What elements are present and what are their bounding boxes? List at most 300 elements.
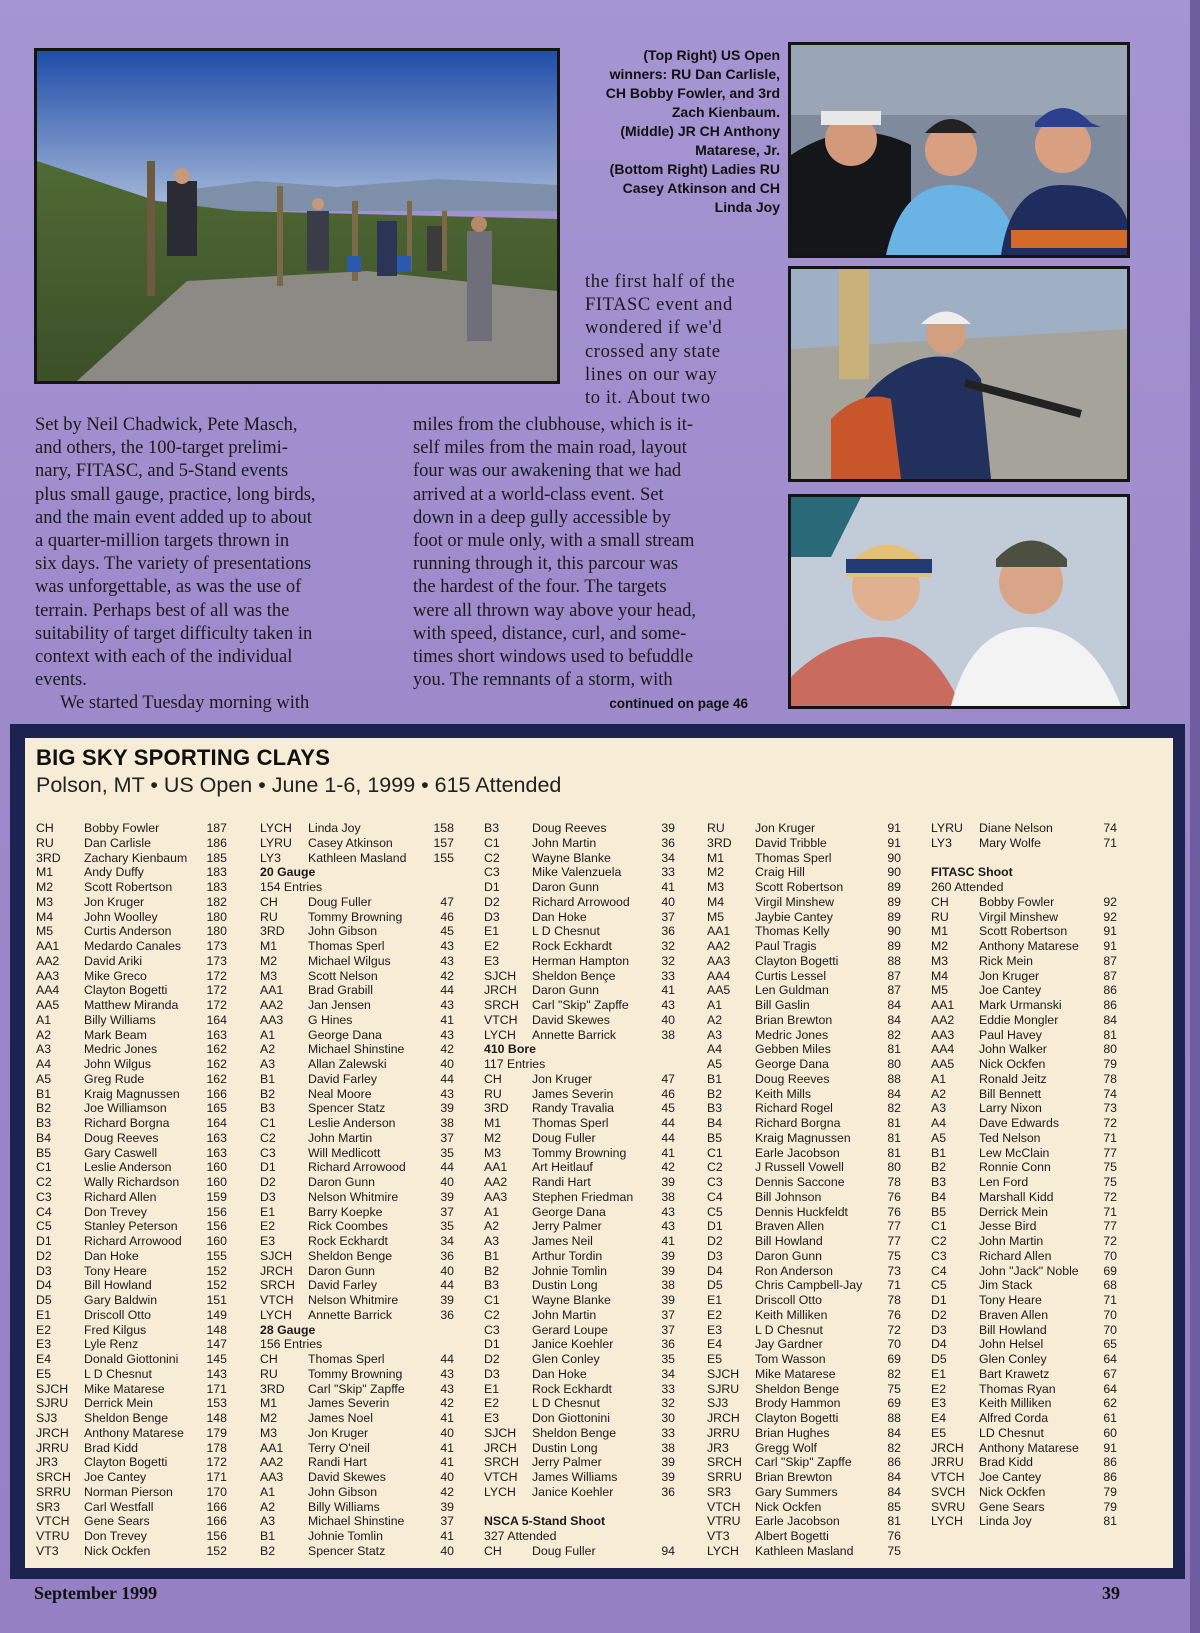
class-code: E2	[707, 1307, 723, 1322]
score: 36	[661, 835, 675, 850]
score: 36	[440, 1248, 454, 1263]
class-code: SRRU	[707, 1470, 742, 1484]
shooter-name: John Woolley	[84, 909, 158, 924]
shooter-name: Earle Jacobson	[755, 1145, 840, 1160]
class-code: D3	[260, 1189, 276, 1204]
class-code: A5	[931, 1130, 947, 1145]
score: 152	[206, 1278, 227, 1293]
class-code: D2	[707, 1234, 723, 1248]
result-row	[931, 1131, 1131, 1146]
shooter-name: James Severin	[308, 1396, 390, 1411]
article-right-top	[585, 271, 750, 410]
class-code: SRRU	[36, 1484, 71, 1499]
shooter-name: Richard Rogel	[755, 1101, 833, 1116]
class-code: AA2	[484, 1175, 508, 1189]
shooter-name: David Skewes	[532, 1012, 610, 1027]
class-code: C5	[36, 1219, 52, 1234]
score: 163	[206, 1130, 227, 1145]
result-row	[260, 1367, 460, 1382]
shooter-name: Sheldon Benge	[84, 1411, 169, 1425]
shooter-name: L D Chesnut	[755, 1322, 823, 1337]
class-code: SJ3	[36, 1411, 58, 1425]
score: 159	[206, 1189, 227, 1204]
entries-count: 327 Attended	[484, 1529, 557, 1543]
shooter-name: Wayne Blanke	[532, 850, 611, 865]
shooter-name: Bill Howland	[979, 1322, 1047, 1337]
class-code: E2	[260, 1219, 276, 1234]
score: 166	[206, 1499, 227, 1514]
result-row	[707, 939, 907, 954]
score: 38	[661, 1189, 675, 1204]
class-code: 3RD	[36, 850, 61, 865]
class-code: D1	[260, 1160, 276, 1175]
result-row	[931, 1234, 1131, 1249]
shooter-name: Richard Borgna	[84, 1116, 170, 1130]
shooter-name: Michael Wilgus	[308, 953, 391, 968]
class-code: E1	[707, 1293, 723, 1307]
shooter-name: Sheldon Benge	[755, 1381, 840, 1396]
entries-count: 117 Entries	[484, 1057, 546, 1071]
class-code: A3	[931, 1101, 947, 1116]
score: 166	[206, 1514, 227, 1529]
class-code: VTRU	[36, 1529, 70, 1543]
class-code: D3	[36, 1263, 52, 1278]
article-middle-column	[413, 414, 753, 692]
shooter-name: Billy Williams	[308, 1499, 380, 1514]
class-code: M3	[36, 894, 54, 909]
shooter-name: Zachary Kienbaum	[84, 850, 188, 865]
result-row	[36, 910, 236, 925]
score: 43	[440, 1381, 454, 1396]
score: 84	[887, 1086, 901, 1101]
result-row	[707, 1382, 907, 1397]
result-row	[36, 1160, 236, 1175]
shooter-name: Brian Brewton	[755, 1470, 833, 1484]
result-row	[36, 1514, 236, 1529]
class-code: SJCH	[36, 1381, 69, 1396]
result-row	[260, 1101, 460, 1116]
class-code: A4	[931, 1116, 947, 1130]
shooter-name: Virgil Minshew	[755, 894, 835, 909]
result-row	[36, 1175, 236, 1190]
result-row	[36, 1264, 236, 1279]
class-code: E2	[931, 1381, 947, 1396]
shooter-name: Richard Arrowood	[308, 1160, 406, 1175]
score: 78	[1103, 1071, 1117, 1086]
shooter-name: Gregg Wolf	[755, 1440, 817, 1455]
shooter-name: Dan Hoke	[532, 909, 587, 924]
shooter-name: John Gibson	[308, 924, 378, 939]
shooter-name: Will Medlicott	[308, 1145, 381, 1160]
shooter-name: Gary Caswell	[84, 1145, 158, 1160]
score: 80	[887, 1160, 901, 1175]
result-row	[484, 1352, 684, 1367]
shooter-name: Dan Hoke	[84, 1248, 139, 1263]
result-row	[931, 836, 1131, 851]
result-row	[36, 1308, 236, 1323]
shooter-name: Linda Joy	[979, 1514, 1032, 1529]
result-row	[260, 998, 460, 1013]
score: 40	[440, 1057, 454, 1071]
score: 86	[1103, 1470, 1117, 1484]
result-row	[931, 1382, 1131, 1397]
score: 75	[1103, 1160, 1117, 1175]
shooter-name: Doug Reeves	[755, 1071, 830, 1086]
score: 34	[661, 850, 675, 865]
shooter-name: Wally Richardson	[84, 1175, 180, 1189]
result-row	[36, 924, 236, 939]
shooter-name: Lew McClain	[979, 1145, 1050, 1160]
article-line: plus small gauge, practice, long birds,	[35, 484, 316, 505]
result-row	[707, 1455, 907, 1470]
shooter-name: Clayton Bogetti	[755, 1411, 839, 1425]
shooter-name: Alfred Corda	[979, 1411, 1049, 1425]
score: 82	[887, 1366, 901, 1381]
results-column-5	[931, 821, 1131, 1529]
result-row	[484, 1087, 684, 1102]
score: 70	[1103, 1248, 1117, 1263]
shooter-name: Stephen Friedman	[532, 1189, 634, 1204]
class-code: M4	[707, 894, 725, 909]
class-code: JRCH	[484, 983, 517, 998]
score: 172	[206, 968, 227, 983]
class-code: AA4	[36, 983, 60, 998]
entries-count: 156 Entries	[260, 1337, 323, 1352]
class-code: CH	[260, 1352, 278, 1366]
score: 92	[1103, 894, 1117, 909]
class-code: C3	[484, 1322, 500, 1337]
result-row	[260, 1072, 460, 1087]
shooter-name: Thomas Ryan	[979, 1381, 1056, 1396]
result-row	[36, 1042, 236, 1057]
shooter-name: George Dana	[308, 1027, 382, 1042]
result-row	[260, 1396, 460, 1411]
score: 84	[887, 1484, 901, 1499]
article-line: running through it, this parcour was	[413, 554, 679, 575]
shooter-name: Curtis Lessel	[755, 968, 827, 983]
result-row	[36, 1337, 236, 1352]
result-row	[36, 1116, 236, 1131]
article-line: arrived at a world-class event. Set	[413, 484, 664, 505]
score: 60	[1103, 1425, 1117, 1440]
result-row	[931, 910, 1131, 925]
result-row	[707, 1426, 907, 1441]
shooter-name: Richard Arrowood	[532, 894, 630, 909]
score: 151	[206, 1293, 227, 1307]
shooter-name: Donald Giottonini	[84, 1352, 179, 1366]
score: 43	[440, 953, 454, 968]
score: 37	[661, 909, 675, 924]
result-row	[260, 1485, 460, 1500]
result-row	[707, 998, 907, 1013]
result-row	[260, 1278, 460, 1293]
shooter-name: Jon Kruger	[532, 1071, 593, 1086]
result-row	[931, 880, 1131, 895]
class-code: A3	[260, 1057, 276, 1071]
class-code: A2	[484, 1219, 500, 1234]
results-subtitle: Polson, MT • US Open • June 1-6, 1999 • 615 Attended	[36, 773, 562, 797]
result-row	[260, 1013, 460, 1028]
shooter-name: Daron Gunn	[308, 1263, 375, 1278]
class-code: C1	[931, 1219, 947, 1234]
score: 43	[440, 1086, 454, 1101]
class-code: E3	[707, 1322, 723, 1337]
class-code: M1	[484, 1116, 502, 1130]
class-code: AA2	[260, 1455, 284, 1470]
class-code: C2	[931, 1234, 947, 1248]
score: 36	[661, 1484, 675, 1499]
shooter-name: Len Ford	[979, 1175, 1029, 1189]
score: 44	[440, 1071, 454, 1086]
result-row	[931, 1249, 1131, 1264]
shooter-name: Nick Ockfen	[979, 1484, 1046, 1499]
shooter-name: Medric Jones	[755, 1027, 829, 1042]
class-code: LYCH	[260, 821, 292, 835]
score: 155	[206, 1248, 227, 1263]
class-code: RU	[36, 835, 54, 850]
score: 71	[1103, 1130, 1117, 1145]
shooter-name: Gene Sears	[979, 1499, 1045, 1514]
score: 37	[440, 1204, 454, 1219]
score: 180	[206, 909, 227, 924]
shooter-name: Johnie Tomlin	[308, 1529, 383, 1543]
shooter-name: Lyle Renz	[84, 1337, 139, 1352]
shooter-name: John Martin	[308, 1130, 373, 1145]
result-row	[260, 1544, 460, 1559]
shooter-name: Rock Eckhardt	[532, 1381, 612, 1396]
shooter-name: Tony Heare	[84, 1263, 147, 1278]
score: 164	[206, 1116, 227, 1130]
result-row	[36, 1441, 236, 1456]
class-code: AA1	[707, 924, 731, 939]
score: 178	[206, 1440, 227, 1455]
class-code: C3	[36, 1189, 52, 1204]
class-code: B1	[707, 1071, 723, 1086]
class-code: A3	[707, 1027, 723, 1042]
class-code: D3	[931, 1322, 947, 1337]
result-row	[36, 1087, 236, 1102]
class-code: E3	[931, 1396, 947, 1411]
result-row	[707, 1264, 907, 1279]
score: 166	[206, 1086, 227, 1101]
shooter-name: Richard Borgna	[755, 1116, 841, 1130]
score: 81	[887, 1042, 901, 1057]
score: 72	[887, 1322, 901, 1337]
shooter-name: Derrick Mein	[84, 1396, 154, 1411]
class-code: B3	[484, 821, 500, 835]
shooter-name: David Tribble	[755, 835, 827, 850]
shooter-name: Annette Barrick	[532, 1027, 617, 1042]
class-code: VTCH	[707, 1499, 741, 1514]
result-row	[36, 1500, 236, 1515]
class-code: C3	[484, 865, 500, 880]
class-code: C2	[484, 1307, 500, 1322]
class-code: E2	[484, 1396, 500, 1411]
result-row	[484, 1013, 684, 1028]
result-row	[707, 880, 907, 895]
score: 40	[661, 1012, 675, 1027]
class-code: AA1	[260, 1440, 284, 1455]
class-code: M5	[931, 983, 949, 998]
class-code: SR3	[707, 1484, 731, 1499]
result-row	[260, 1529, 460, 1544]
class-code: RU	[484, 1086, 502, 1101]
score: 160	[206, 1175, 227, 1189]
score: 32	[661, 1396, 675, 1411]
caption-line: (Bottom Right) Ladies RU	[609, 161, 780, 177]
score: 79	[1103, 1484, 1117, 1499]
article-line: and the main event added up to about	[35, 507, 312, 528]
score: 72	[1103, 1189, 1117, 1204]
score: 41	[440, 1455, 454, 1470]
result-row	[260, 1382, 460, 1397]
shooter-name: Doug Fuller	[308, 894, 372, 909]
score: 172	[206, 1455, 227, 1470]
score: 42	[440, 1484, 454, 1499]
event-heading: 28 Gauge	[260, 1322, 316, 1337]
class-code: B3	[707, 1101, 723, 1116]
shooter-name: Thomas Sperl	[755, 850, 832, 865]
class-code: C3	[260, 1145, 276, 1160]
shooter-name: Ted Nelson	[979, 1130, 1041, 1145]
result-row	[260, 836, 460, 851]
result-row	[707, 954, 907, 969]
result-row	[707, 924, 907, 939]
article-line: down in a deep gully accessible by	[413, 507, 671, 528]
shooter-name: Bart Krawetz	[979, 1366, 1050, 1381]
class-code: C1	[707, 1145, 723, 1160]
shooter-name: David Skewes	[308, 1470, 386, 1484]
shooter-name: Brian Hughes	[755, 1425, 830, 1440]
score: 38	[661, 1027, 675, 1042]
class-code: B1	[484, 1248, 500, 1263]
class-code: A1	[260, 1484, 276, 1499]
score: 84	[887, 1470, 901, 1484]
score: 71	[1103, 835, 1117, 850]
result-row	[484, 1308, 684, 1323]
score: 81	[887, 1116, 901, 1130]
shooting-stations-photo	[34, 48, 560, 384]
class-code: B5	[707, 1130, 723, 1145]
shooter-name: Kraig Magnussen	[84, 1086, 180, 1101]
shooter-name: James Severin	[532, 1086, 614, 1101]
class-code: M4	[36, 909, 54, 924]
class-code: C5	[707, 1204, 723, 1219]
result-row	[931, 1441, 1131, 1456]
score: 89	[887, 880, 901, 894]
article-line: foot or mule only, with a small stream	[413, 531, 695, 552]
result-row	[36, 1396, 236, 1411]
shooter-name: Keith Mills	[755, 1086, 812, 1101]
class-code: RU	[931, 909, 949, 924]
score: 39	[661, 1470, 675, 1484]
class-code: AA1	[36, 939, 60, 953]
score: 185	[206, 850, 227, 865]
shooter-name: Jan Jensen	[308, 998, 371, 1012]
article-line: FITASC event and	[585, 295, 733, 316]
score: 77	[887, 1234, 901, 1248]
class-code: SJCH	[484, 1425, 517, 1440]
shooter-name: George Dana	[532, 1204, 606, 1219]
result-row	[484, 1175, 684, 1190]
shooter-name: Michael Shinstine	[308, 1042, 405, 1057]
class-code: D1	[484, 880, 500, 894]
score: 79	[1103, 1499, 1117, 1514]
shooter-name: John "Jack" Noble	[979, 1263, 1079, 1278]
result-row	[931, 1116, 1131, 1131]
score: 42	[440, 1042, 454, 1057]
shooter-name: Jerry Palmer	[532, 1455, 602, 1470]
article-line: lines on our way	[585, 364, 718, 385]
class-code: M2	[260, 953, 278, 968]
article-line: was unforgettable, as was the use of	[35, 577, 302, 598]
score: 89	[887, 939, 901, 953]
class-code: A1	[931, 1071, 947, 1086]
score: 145	[206, 1352, 227, 1366]
shooter-name: Clayton Bogetti	[84, 983, 168, 998]
class-code: A3	[36, 1042, 52, 1057]
shooter-name: John Martin	[532, 1307, 597, 1322]
shooter-name: Gary Summers	[755, 1484, 838, 1499]
shooter-name: Paul Havey	[979, 1027, 1042, 1042]
class-code: C2	[36, 1175, 52, 1189]
class-code: SRCH	[707, 1455, 742, 1470]
shooter-name: Ron Anderson	[755, 1263, 833, 1278]
result-row	[36, 1057, 236, 1072]
result-row	[707, 1308, 907, 1323]
article-line: a quarter-million targets thrown in	[35, 531, 290, 552]
shooter-name: Glen Conley	[532, 1352, 600, 1366]
score: 90	[887, 865, 901, 880]
class-code: M2	[36, 880, 54, 894]
shooter-name: Tommy Browning	[532, 1145, 627, 1160]
result-row	[707, 1323, 907, 1338]
class-code: SJRU	[707, 1381, 740, 1396]
shooter-name: L D Chesnut	[532, 924, 600, 939]
result-row	[260, 1249, 460, 1264]
result-row	[484, 1249, 684, 1264]
class-code: B3	[36, 1116, 52, 1130]
article-line: to it. About two	[585, 388, 711, 409]
shooter-name: Tony Heare	[979, 1293, 1042, 1307]
class-code: AA4	[931, 1042, 955, 1057]
shooter-name: Thomas Sperl	[308, 1352, 385, 1366]
result-row	[260, 1441, 460, 1456]
score: 81	[887, 1145, 901, 1160]
class-code: D2	[484, 894, 500, 909]
shooter-name: Don Trevey	[84, 1529, 147, 1543]
shooter-name: Ronald Jeitz	[979, 1071, 1047, 1086]
score: 71	[1103, 1293, 1117, 1307]
result-row	[707, 1293, 907, 1308]
results-column-2	[260, 821, 460, 1559]
shooter-name: Dustin Long	[532, 1440, 598, 1455]
result-row	[707, 1337, 907, 1352]
class-code: E5	[707, 1352, 723, 1366]
result-row	[484, 1323, 684, 1338]
result-row	[36, 1455, 236, 1470]
result-row	[931, 1470, 1131, 1485]
score: 70	[1103, 1322, 1117, 1337]
shooter-name: Scott Robertson	[84, 880, 173, 894]
class-code: RU	[260, 1366, 278, 1381]
class-code: B2	[36, 1101, 52, 1116]
result-row	[484, 836, 684, 851]
class-code: E4	[36, 1352, 52, 1366]
result-row	[707, 1190, 907, 1205]
shooter-name: Wayne Blanke	[532, 1293, 611, 1307]
class-code: A1	[260, 1027, 276, 1042]
